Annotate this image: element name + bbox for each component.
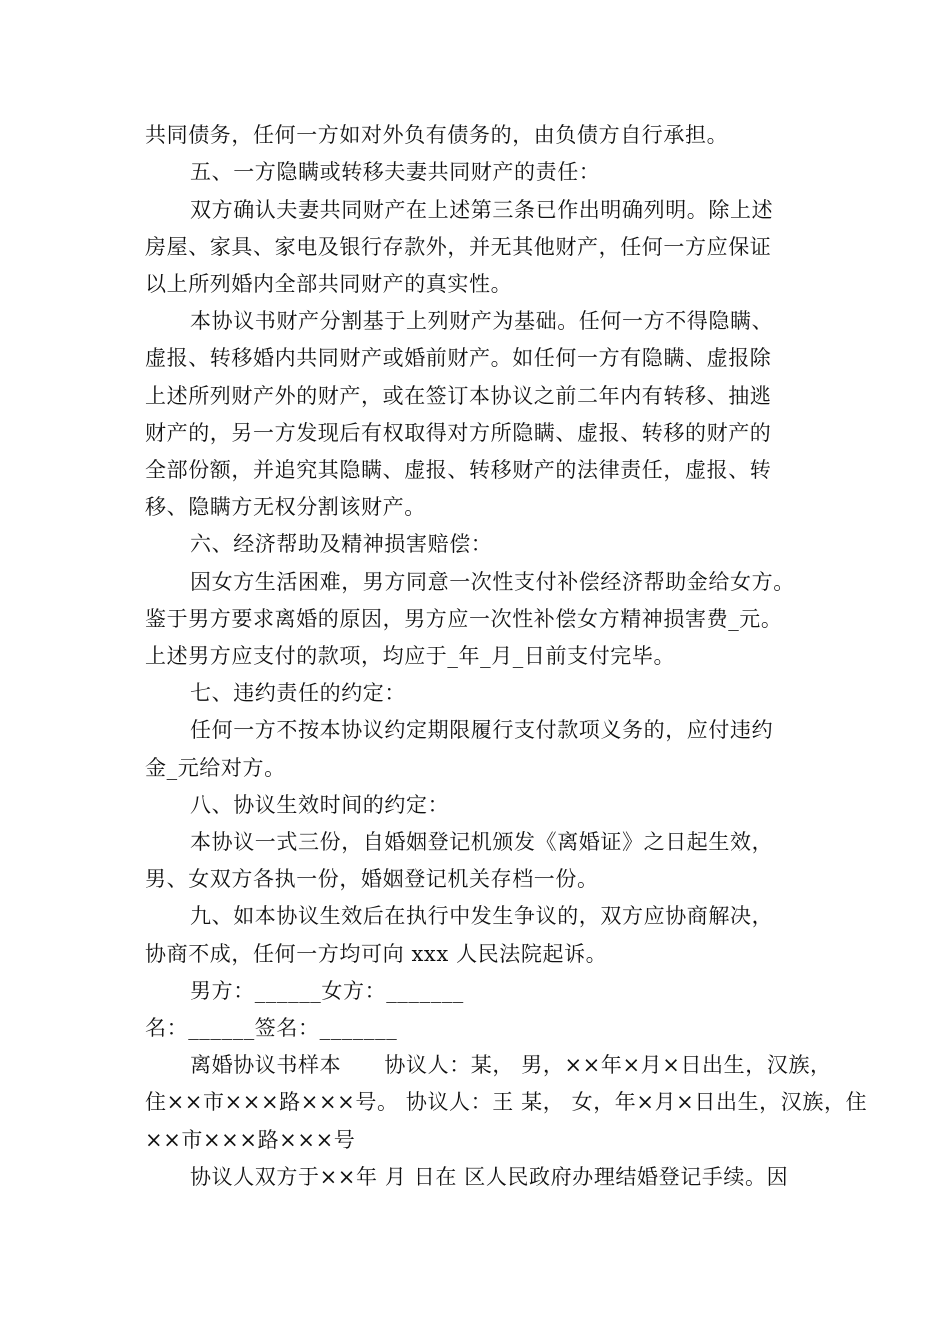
text-line: 男、女双方各执一份，婚姻登记机关存档一份。 (145, 867, 599, 891)
text-line: 协议人双方于××年 月 日在 区人民政府办理结婚登记手续。因 (190, 1165, 789, 1189)
section-heading: 六、经济帮助及精神损害赔偿： (190, 532, 493, 556)
signature-line: 男方：______女方：_______ (190, 979, 464, 1003)
text-line: 虚报、转移婚内共同财产或婚前财产。如任何一方有隐瞒、虚报除 (145, 346, 772, 370)
text-line: 上述所列财产外的财产，或在签订本协议之前二年内有转移、抽逃 (145, 384, 772, 408)
text-line: 以上所列婚内全部共同财产的真实性。 (145, 272, 513, 296)
text-line: 房屋、家具、家电及银行存款外，并无其他财产，任何一方应保证 (145, 235, 772, 259)
text-line: 任何一方不按本协议约定期限履行支付款项义务的，应付违约 (190, 718, 774, 742)
text-line: 因女方生活困难，男方同意一次性支付补偿经济帮助金给女方。 (190, 570, 795, 594)
text-line: 住××市×××路×××号。 协议人：王 某， 女，年×月×日出生，汉族，住 (145, 1090, 868, 1114)
text-line: 本协议书财产分割基于上列财产为基础。任何一方不得隐瞒、 (190, 309, 774, 333)
text-line: 移、隐瞒方无权分割该财产。 (145, 495, 426, 519)
text-line: 九、如本协议生效后在执行中发生争议的，双方应协商解决， (190, 904, 774, 928)
text-line: 财产的，另一方发现后有权取得对方所隐瞒、虚报、转移的财产的 (145, 421, 772, 445)
text-line: 双方确认夫妻共同财产在上述第三条已作出明确列明。除上述 (190, 198, 774, 222)
text-line: 共同债务，任何一方如对外负有债务的，由负债方自行承担。 (145, 123, 729, 147)
text-line: 金_元给对方。 (145, 756, 286, 780)
signature-line: 名：______签名：_______ (145, 1016, 398, 1040)
text-line: 离婚协议书样本 协议人：某， 男，××年×月×日出生，汉族， (190, 1053, 832, 1077)
text-line: 协商不成，任何一方均可向 xxx 人民法院起诉。 (145, 942, 608, 966)
text-line: 本协议一式三份，自婚姻登记机颁发《离婚证》之日起生效， (190, 830, 774, 854)
section-heading: 五、一方隐瞒或转移夫妻共同财产的责任： (190, 160, 601, 184)
section-heading: 七、违约责任的约定： (190, 681, 406, 705)
text-line: 鉴于男方要求离婚的原因，男方应一次性补偿女方精神损害费_元。 (145, 607, 783, 631)
text-line: 全部份额，并追究其隐瞒、虚报、转移财产的法律责任，虚报、转 (145, 458, 772, 482)
text-line: ××市×××路×××号 (145, 1128, 356, 1152)
text-line: 上述男方应支付的款项，均应于_年_月_日前支付完毕。 (145, 644, 676, 668)
section-heading: 八、协议生效时间的约定： (190, 793, 450, 817)
